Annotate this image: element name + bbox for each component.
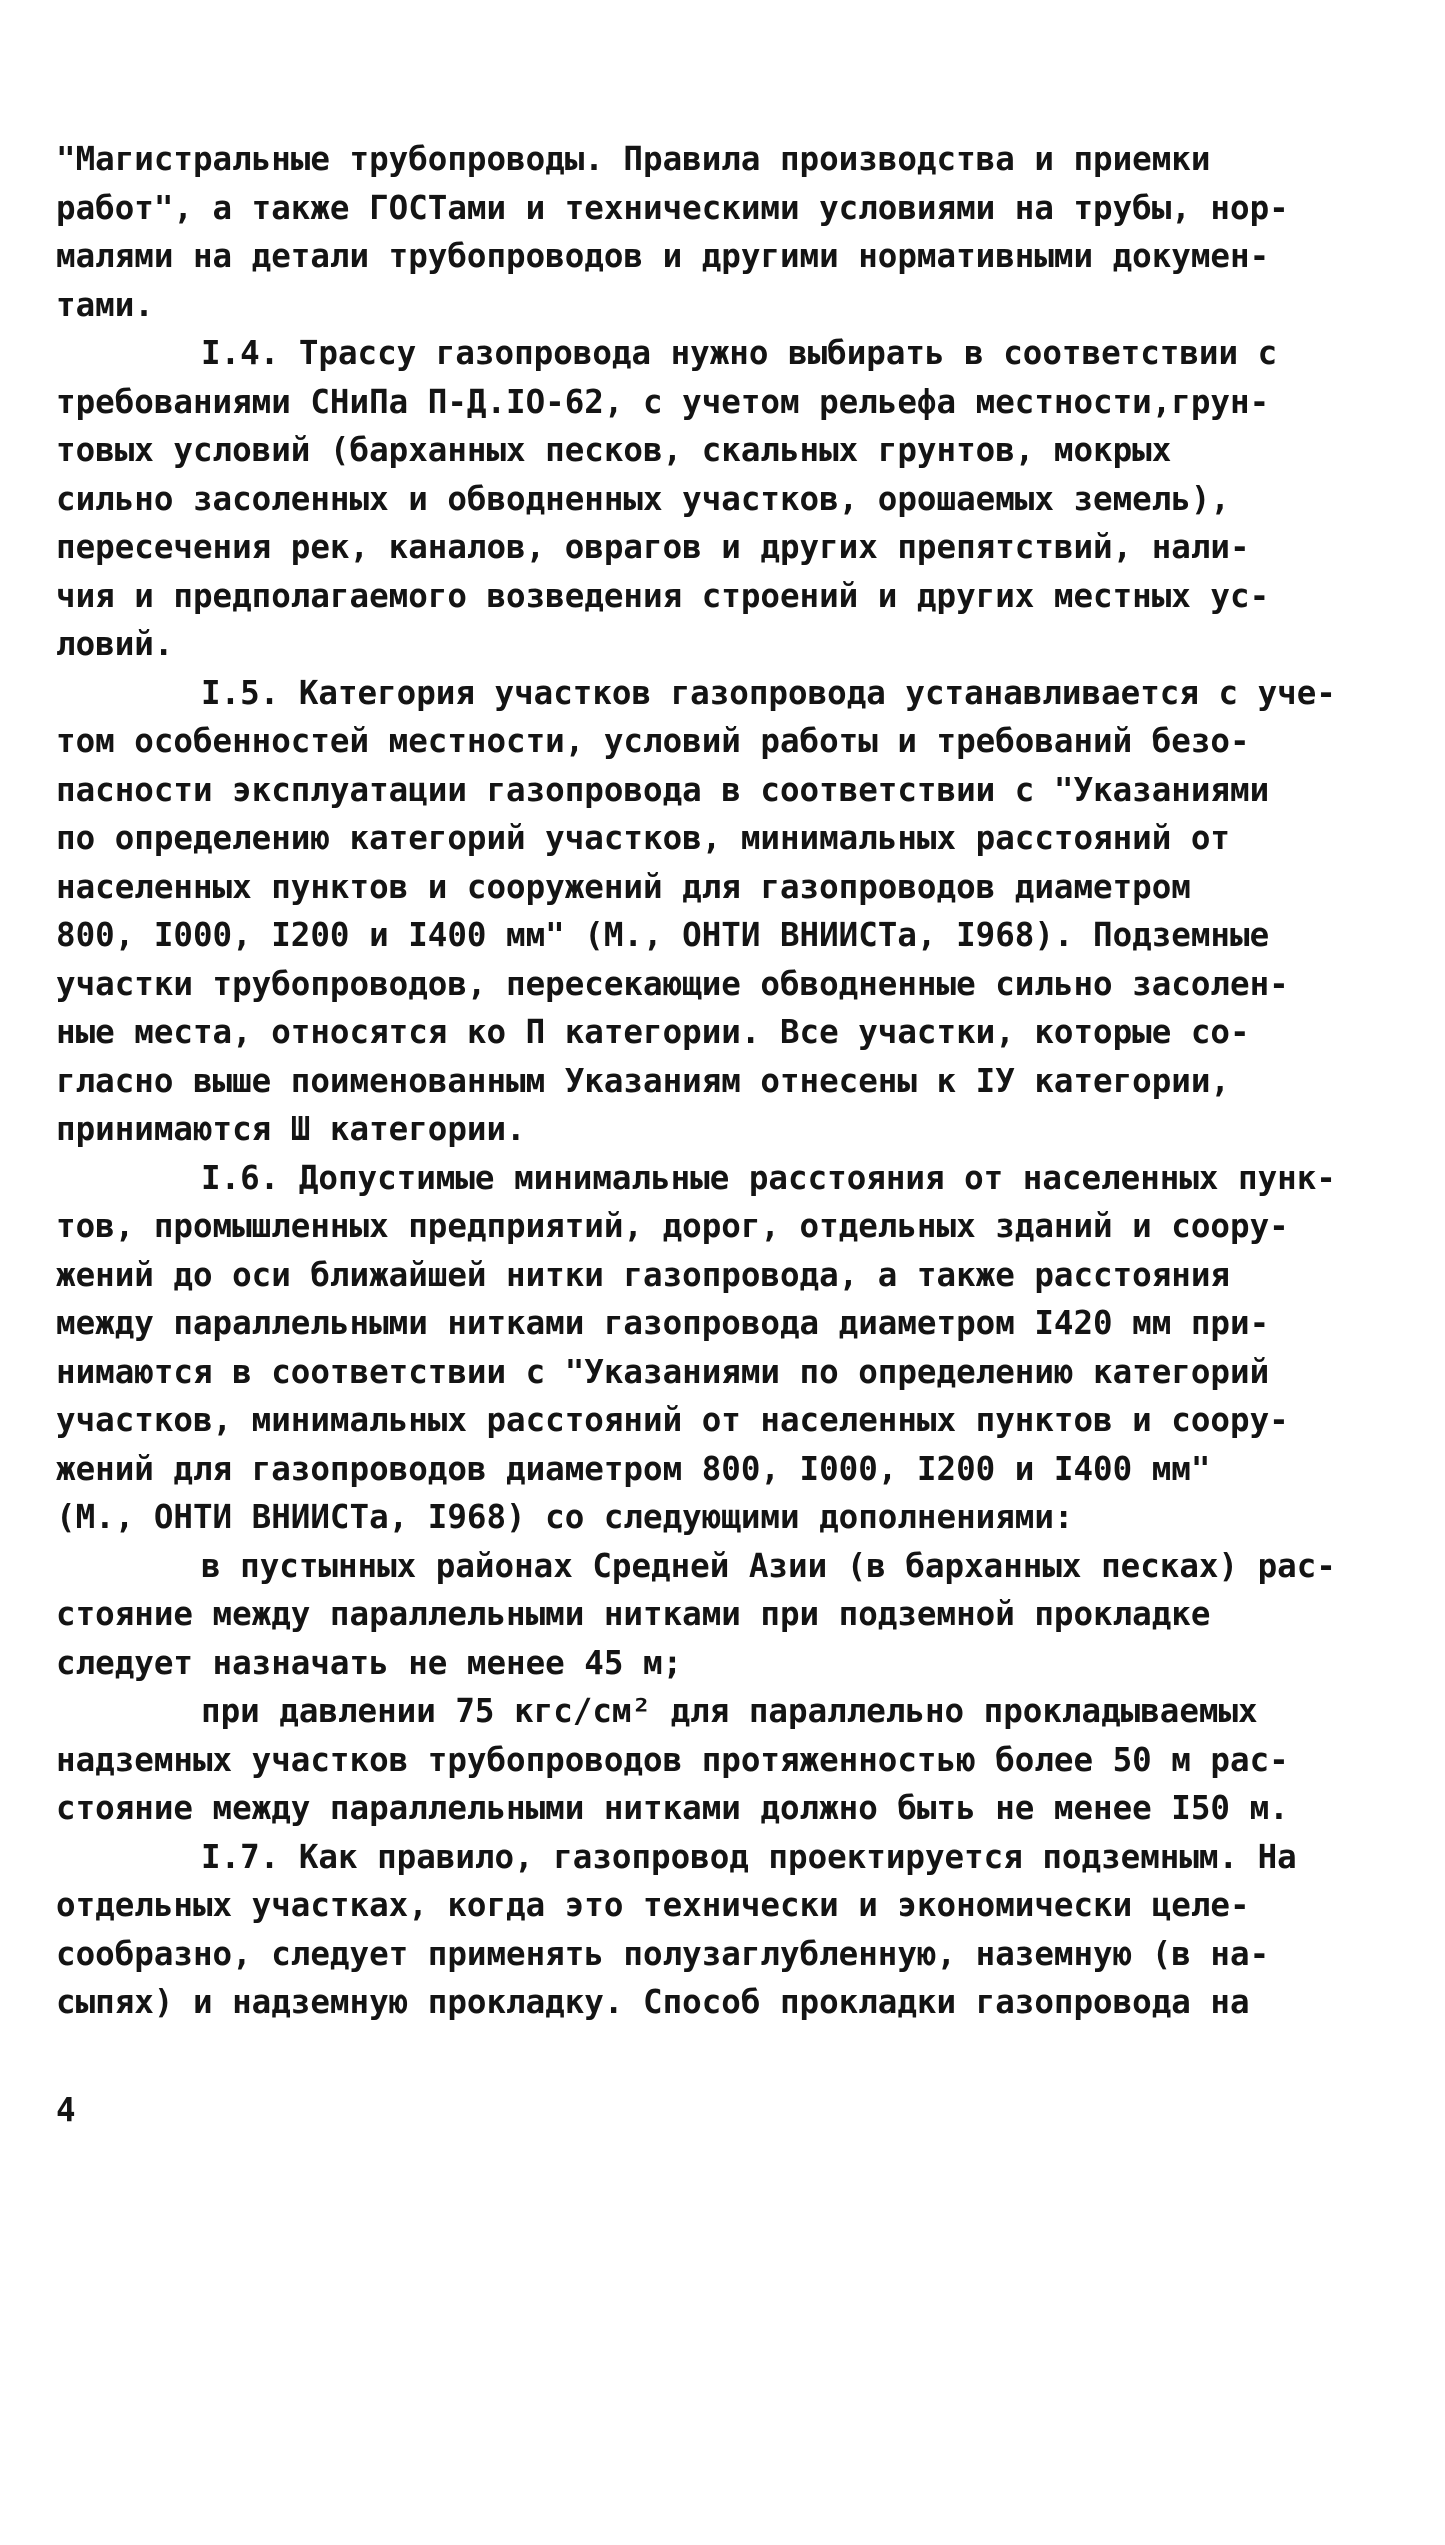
text-line: участки трубопроводов, пересекающие обводненные сильно засолен- <box>56 964 1289 1003</box>
text-line: работ", а также ГОСТами и техническими условиями на трубы, нор- <box>56 188 1289 227</box>
text-line: сообразно, следует применять полузаглубленную, наземную (в на- <box>56 1934 1270 1973</box>
text-line: участков, минимальных расстояний от населенных пунктов и соору- <box>56 1401 1289 1439</box>
text-line: 800, I000, I200 и I400 мм" (М., ОНТИ ВНИИСТа, I968). Подземные <box>56 916 1270 954</box>
paragraph-1-7-start: I.7. Как правило, газопровод проектируется подземным. На <box>201 1837 1297 1876</box>
text-line <box>56 1154 1356 1203</box>
text-line: товых условий (барханных песков, скальных грунтов, мокрых <box>56 431 1172 469</box>
paragraph-1-5-start: I.5. Категория участков газопровода устанавливается с уче- <box>201 673 1336 712</box>
body-text <box>56 135 1356 2027</box>
text-line: требованиями СНиПа П-Д.IO-62, с учетом рельефа местности,грун- <box>56 382 1270 421</box>
text-line: отдельных участках, когда это технически и экономически целе- <box>56 1886 1250 1924</box>
text-line: ные места, относятся ко П категории. Все участки, которые со- <box>56 1013 1250 1051</box>
text-line <box>56 1542 1356 1591</box>
text-line: гласно выше поименованным Указаниям отнесены к IУ категории, <box>56 1061 1230 1100</box>
text-line: тов, промышленных предприятий, дорог, отдельных зданий и соору- <box>56 1207 1289 1245</box>
text-line: ловий. <box>56 625 174 663</box>
text-line: сильно засоленных и обводненных участков, орошаемых земель), <box>56 479 1230 518</box>
text-line: жений для газопроводов диаметром 800, I000, I200 и I400 мм" <box>56 1449 1211 1488</box>
text-line: малями на детали трубопроводов и другими нормативными докумен- <box>56 237 1270 275</box>
paragraph-1-6-start: I.6. Допустимые минимальные расстояния от населенных пунк- <box>201 1158 1336 1197</box>
text-line: следует назначать не менее 45 м; <box>56 1643 683 1682</box>
paragraph-1-4-start: I.4. Трассу газопровода нужно выбирать в соответствии с <box>201 334 1278 372</box>
text-line: тами. <box>56 285 154 324</box>
text-line: "Магистральные трубопроводы. Правила производства и приемки <box>56 140 1211 178</box>
text-line: сыпях) и надземную прокладку. Способ прокладки газопровода на <box>56 1983 1250 2021</box>
page-number: 4 <box>56 2091 76 2129</box>
text-line: по определению категорий участков, минимальных расстояний от <box>56 819 1230 857</box>
text-line: стояние между параллельными нитками должно быть не менее I50 м. <box>56 1789 1289 1827</box>
text-line: между параллельными нитками газопровода диаметром I420 мм при- <box>56 1304 1270 1342</box>
text-line: нимаются в соответствии с "Указаниями по определению категорий <box>56 1352 1270 1391</box>
text-line: стояние между параллельными нитками при подземной прокладке <box>56 1595 1211 1633</box>
text-line: надземных участков трубопроводов протяженностью более 50 м рас- <box>56 1740 1289 1779</box>
text-line <box>56 669 1356 718</box>
text-line <box>56 1687 1356 1736</box>
text-line: том особенностей местности, условий работы и требований безо- <box>56 722 1250 760</box>
text-line: населенных пунктов и сооружений для газопроводов диаметром <box>56 867 1191 906</box>
text-line: чия и предполагаемого возведения строений и других местных ус- <box>56 576 1270 615</box>
text-line: (М., ОНТИ ВНИИСТа, I968) со следующими дополнениями: <box>56 1498 1074 1536</box>
text-line: жений до оси ближайшей нитки газопровода, а также расстояния <box>56 1255 1230 1294</box>
text-line: пересечения рек, каналов, оврагов и других препятствий, нали- <box>56 528 1250 566</box>
text-line <box>56 329 1356 378</box>
text-line: принимаются Ш категории. <box>56 1110 526 1148</box>
text-line: пасности эксплуатации газопровода в соответствии с "Указаниями <box>56 770 1270 809</box>
text-line <box>56 1833 1356 1882</box>
paragraph-desert-start: в пустынных районах Средней Азии (в барханных песках) рас- <box>201 1546 1336 1585</box>
paragraph-pressure-start: при давлении 75 кгс/см² для параллельно прокладываемых <box>201 1692 1258 1730</box>
